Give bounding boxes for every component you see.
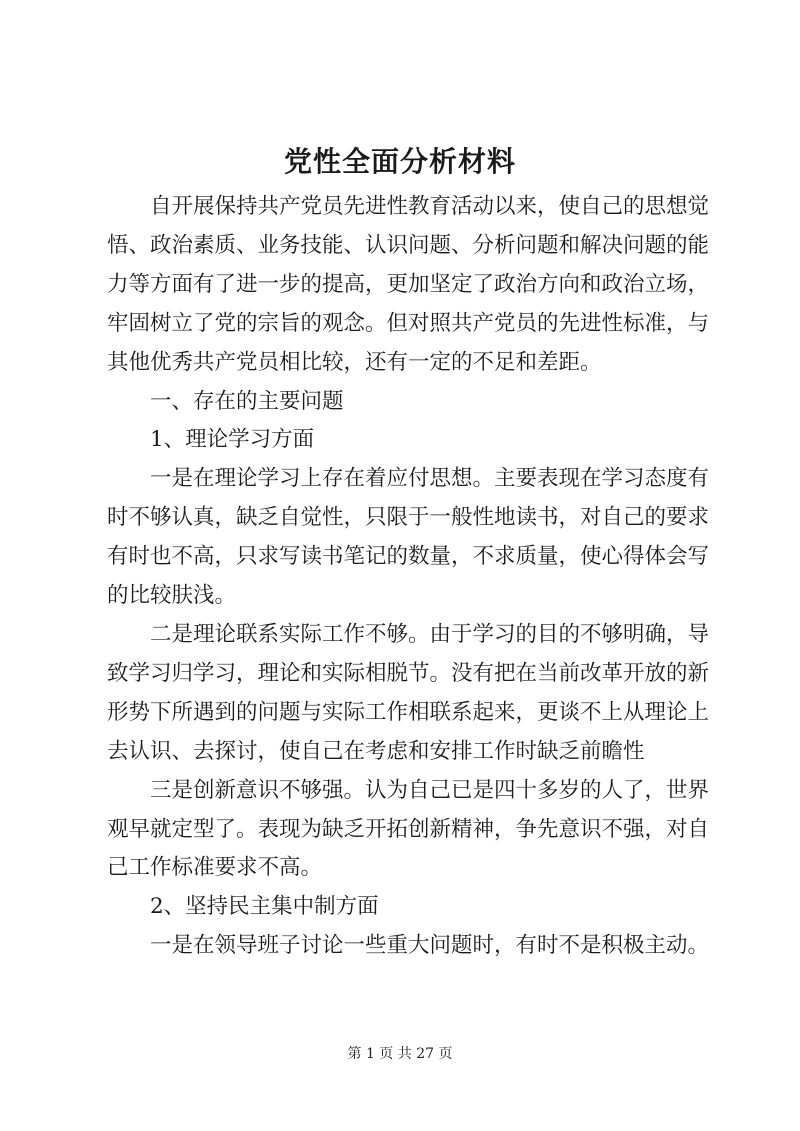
text-line: 一是在领导班子讨论一些重大问题时，有时不是积极主动。 [150, 933, 710, 959]
text-line: 二是理论联系实际工作不够。由于学习的目的不够明确，导 [150, 621, 710, 647]
text-line: 2、坚持民主集中制方面 [150, 894, 379, 920]
document-title: 党性全面分析材料 [283, 145, 516, 178]
document-body [107, 188, 710, 966]
paragraph-intro [107, 188, 710, 383]
paragraph-point-three [107, 772, 710, 889]
paragraph-point-two [107, 616, 710, 772]
section-heading-problems [107, 383, 707, 422]
text-line: 时不够认真，缺乏自觉性，只限于一般性地读书，对自己的要求 [107, 505, 710, 531]
text-line: 三是创新意识不够强。认为自己已是四十多岁的人了，世界 [150, 777, 710, 803]
paragraph-democracy-one [107, 927, 710, 966]
text-line: 致学习归学习，理论和实际相脱节。没有把在当前改革开放的新 [107, 660, 710, 686]
text-line: 去认识、去探讨，使自己在考虑和安排工作时缺乏前瞻性 [107, 738, 645, 764]
text-line: 一、存在的主要问题 [150, 388, 344, 414]
text-line: 力等方面有了进一步的提高，更加坚定了政治方向和政治立场， [107, 271, 710, 297]
paragraph-point-one [107, 460, 710, 616]
text-line: 自开展保持共产党员先进性教育活动以来，使自己的思想觉 [150, 194, 710, 219]
text-line: 有时也不高，只求写读书笔记的数量，不求质量，使心得体会写 [107, 544, 710, 570]
text-line: 形势下所遇到的问题与实际工作相联系起来，更谈不上从理论上 [107, 699, 710, 725]
text-line: 己工作标准要求不高。 [107, 855, 323, 881]
subsection-heading-democracy [107, 888, 707, 927]
subsection-heading-theory [107, 421, 707, 460]
text-line: 的比较肤浅。 [107, 583, 237, 609]
page-footer: 第 1 页 共 27 页 [347, 1046, 453, 1062]
text-line: 其他优秀共产党员相比较，还有一定的不足和差距。 [107, 349, 602, 375]
text-line: 观早就定型了。表现为缺乏开拓创新精神，争先意识不强，对自 [107, 816, 710, 842]
text-line: 牢固树立了党的宗旨的观念。但对照共产党员的先进性标准，与 [107, 310, 710, 336]
text-line: 一是在理论学习上存在着应付思想。主要表现在学习态度有 [150, 466, 710, 492]
text-line: 1、理论学习方面 [150, 427, 315, 453]
text-line: 悟、政治素质、业务技能、认识问题、分析问题和解决问题的能 [107, 232, 710, 258]
